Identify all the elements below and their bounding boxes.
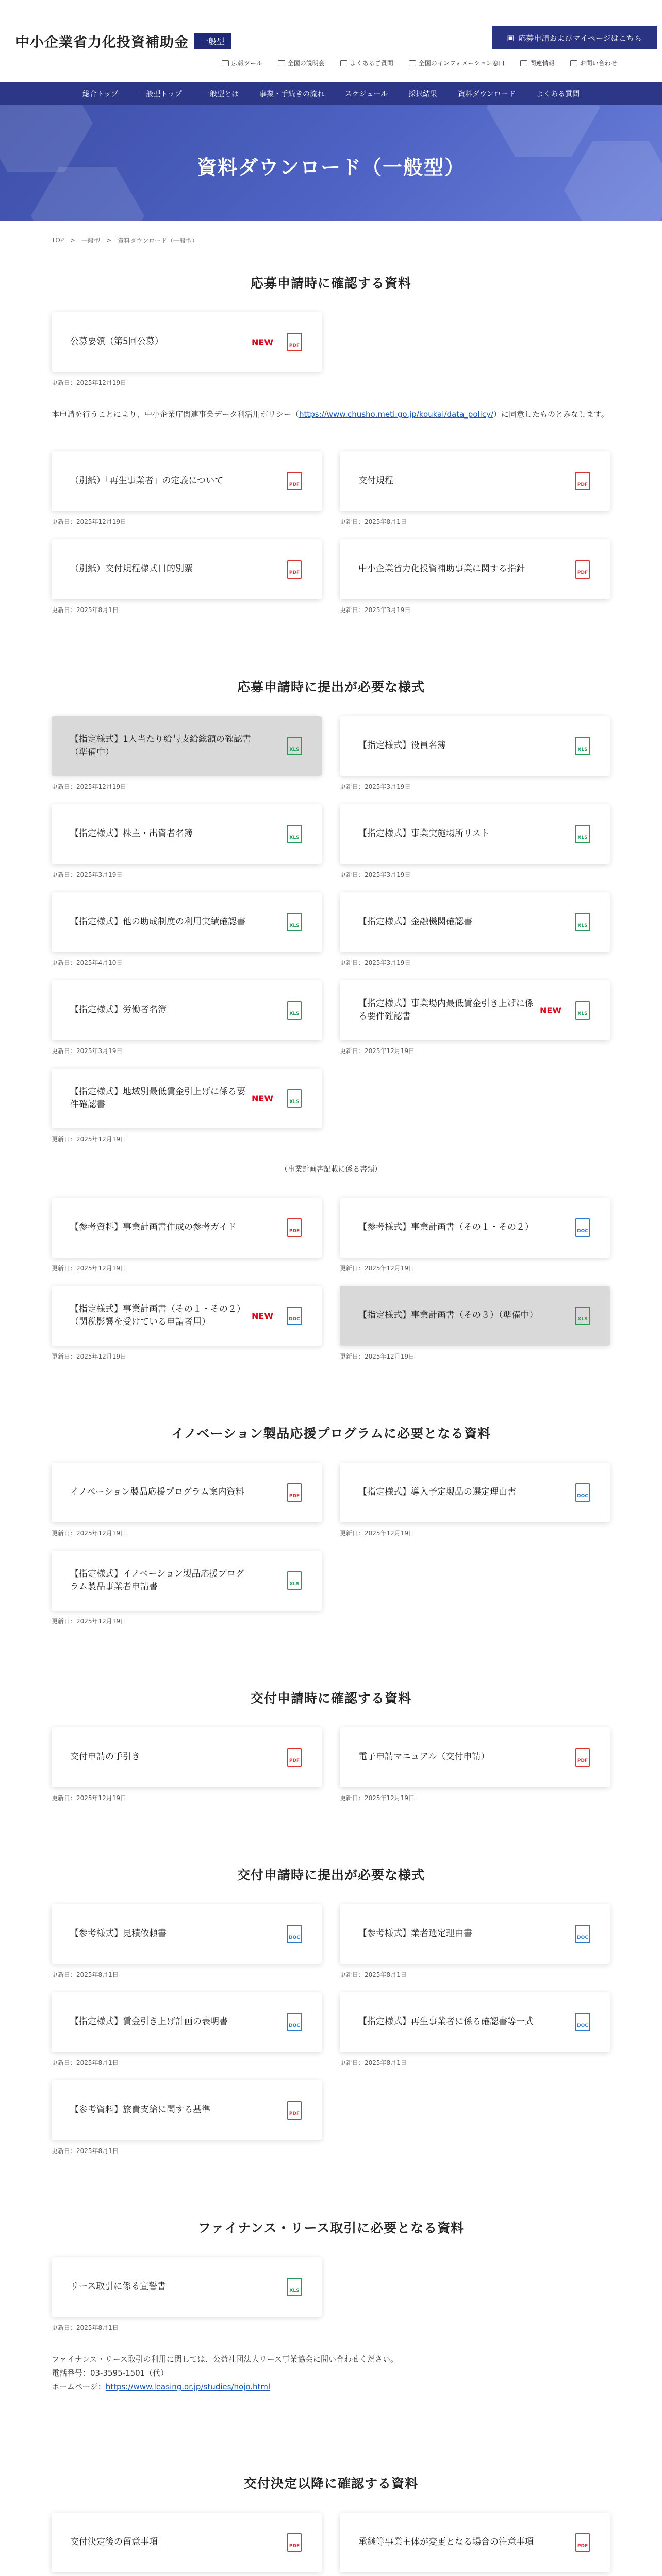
updated-date: 更新日：2025年12月19日 [52,1265,127,1272]
document-card[interactable] [52,312,322,372]
document-grid [52,2257,610,2345]
document-item [52,2257,322,2332]
section-title: 交付決定以降に確認する資料 [243,2476,418,2491]
document-title: （別紙）交付規程様式目的別票 [70,564,193,574]
pdf-file-icon[interactable]: PDF [287,1218,302,1237]
nav-item[interactable]: 総合トップ [82,90,119,98]
document-item [52,716,322,791]
document-item [340,2513,610,2576]
document-card[interactable] [52,1463,322,1522]
doc-file-icon[interactable]: DOC [575,1925,590,1943]
xls-file-icon[interactable]: XLS [287,1571,302,1590]
document-title: （別紙）「再生事業者」の定義について [70,476,224,486]
doc-file-icon[interactable]: DOC [575,1218,590,1237]
updated-date: 更新日：2025年12月19日 [340,1047,415,1055]
note-text-end: ）に同意したものとみなします。 [493,410,609,419]
document-item [52,980,322,1055]
updated-date: 更新日：2025年3月19日 [340,783,411,790]
document-item [340,716,610,791]
new-badge: NEW [540,1005,561,1015]
document-card[interactable] [52,1198,322,1258]
document-item [52,892,322,967]
section-spacer [52,628,610,664]
document-item [52,1069,322,1143]
document-grid [52,716,610,1157]
document-title: 交付決定後の留意事項 [70,2537,158,2548]
document-card[interactable] [340,1198,610,1258]
updated-date: 更新日：2025年12月19日 [52,379,127,386]
updated-date: 更新日：2025年12月19日 [52,518,127,526]
utility-links [222,59,617,67]
document-item [340,892,610,967]
global-nav [0,82,662,105]
new-badge: NEW [252,1311,273,1321]
nav-item[interactable]: 一般型とは [203,90,239,98]
cta-label: 応募申請およびマイページはこちら [518,33,642,43]
document-title: 【参考資料】旅費支給に関する基準 [70,2105,210,2115]
section-spacer [52,2168,610,2205]
document-card[interactable] [52,1992,322,2052]
document-item [52,539,322,614]
updated-date: 更新日：2025年12月19日 [52,1794,127,1802]
document-grid [52,1463,610,1639]
document-item [52,2513,322,2576]
section-spacer [52,1639,610,1675]
document-card[interactable] [52,1286,322,1346]
document-title: 【参考様式】見積依頼書 [70,1928,167,1939]
section-title: イノベーション製品応援プログラムに必要となる資料 [171,1426,491,1441]
document-title: リース取引に係る宣誓書 [70,2281,167,2292]
document-title: 交付申請の手引き [70,1752,140,1762]
pdf-file-icon[interactable]: PDF [287,2533,302,2552]
document-icon: ▣ [507,33,515,42]
document-card[interactable] [340,1992,610,2052]
nav-item[interactable]: スケジュール [345,90,388,98]
document-item [52,2080,322,2155]
pdf-file-icon[interactable]: PDF [287,472,302,490]
doc-file-icon[interactable]: DOC [287,1307,302,1325]
xls-file-icon[interactable]: XLS [575,1307,590,1325]
updated-date: 更新日：2025年3月19日 [340,871,411,878]
document-grid [52,451,610,628]
document-title: 【指定様式】1人当たり給与支給総額の確認書（準備中） [70,734,251,757]
xls-file-icon[interactable]: XLS [575,825,590,843]
pdf-file-icon[interactable]: PDF [287,2101,302,2120]
nav-item[interactable]: 事業・手続きの流れ [259,90,324,98]
pdf-file-icon[interactable]: PDF [287,560,302,579]
breadcrumb-item: 資料ダウンロード（一般型） [118,236,198,244]
section-title: 交付申請時に確認する資料 [250,1691,411,1706]
document-title: 【指定様式】金融機関確認書 [358,917,472,927]
document-title: 【指定様式】労働者名簿 [70,1005,167,1015]
xls-file-icon[interactable]: XLS [575,1001,590,1020]
doc-file-icon[interactable]: DOC [575,2013,590,2031]
utility-icon [520,60,527,66]
document-title: 交付規程 [358,476,393,486]
document-title: 【指定様式】イノベーション製品応援プログラム製品事業者申請書 [70,1568,244,1592]
document-grid [52,2513,610,2576]
section-title: 交付申請時に提出が必要な様式 [237,1868,425,1883]
page-title: 資料ダウンロード（一般型） [196,156,465,179]
note-text: ファイナンス・リース取引の利用に関しては、公益社団法人リース事業協会に問い合わせください。 電話番号：03-3595-1501（代） ホームページ： [52,2354,399,2392]
policy-note [52,2352,610,2394]
document-item [52,312,322,387]
document-card[interactable] [52,804,322,864]
document-title: 【指定様式】他の助成制度の利用実績確認書 [70,917,245,927]
document-title: 公募要領（第5回公募） [70,336,163,347]
updated-date: 更新日：2025年8月1日 [52,2147,119,2155]
document-title: 電子申請マニュアル（交付申請） [358,1752,490,1762]
updated-date: 更新日：2025年8月1日 [52,2324,119,2331]
document-card[interactable] [52,1551,322,1611]
document-item [340,451,610,526]
document-grid [52,1904,610,2168]
document-title: 【指定様式】再生事業者に係る確認書等一式 [358,2016,534,2027]
hex-decoration [487,105,600,157]
note-text: 本申請を行うことにより、中小企業庁関連事業データ利活用ポリシー（ [52,410,300,419]
document-card[interactable] [52,892,322,952]
document-title: 【参考資料】事業計画書作成の参考ガイド [70,1222,237,1233]
nav-item[interactable]: 一般型トップ [139,90,182,98]
utility-link[interactable]: 全国の説明会 [278,59,325,67]
document-title: イノベーション製品応援プログラム案内資料 [70,1487,244,1498]
updated-date: 更新日：2025年12月19日 [340,1794,415,1802]
nav-item[interactable]: 採択結果 [408,90,438,98]
pdf-file-icon[interactable]: PDF [575,560,590,579]
section-title: ファイナンス・リース取引に必要となる資料 [197,2221,465,2235]
type-badge: 一般型 [194,33,231,49]
section-spacer [52,2424,610,2460]
pdf-file-icon[interactable]: PDF [575,2533,590,2552]
section-title: 応募申請時に確認する資料 [250,276,411,291]
application-mypage-button[interactable] [492,26,657,49]
doc-file-icon[interactable]: DOC [287,1925,302,1943]
updated-date: 更新日：2025年8月1日 [340,1971,407,1978]
utility-icon [278,60,285,66]
xls-file-icon[interactable]: XLS [575,737,590,755]
document-card[interactable] [340,2513,610,2572]
document-item [52,1992,322,2067]
nav-item[interactable]: 資料ダウンロード [458,90,516,98]
document-item [340,1463,610,1537]
xls-file-icon[interactable]: XLS [287,737,302,755]
document-grid [52,1727,610,1816]
document-item [340,1198,610,1273]
site-header [0,0,662,82]
document-title: 承継等事業主体が変更となる場合の注意事項 [358,2537,534,2548]
document-title: 【指定様式】事業場内最低賃金引き上げに係る要件確認書 [358,998,534,1022]
document-title: 【参考様式】事業計画書（その１・その２） [358,1222,534,1233]
document-card[interactable] [52,716,322,776]
updated-date: 更新日：2025年3月19日 [340,959,411,967]
updated-date: 更新日：2025年12月19日 [52,1618,127,1625]
updated-date: 更新日：2025年4月10日 [52,959,123,967]
document-title: 【指定様式】役員名簿 [358,740,446,751]
updated-date: 更新日：2025年12月19日 [340,1353,415,1360]
document-item [52,1904,322,1979]
updated-date: 更新日：2025年8月1日 [340,518,407,526]
document-title: 【指定様式】地域別最低賃金引上げに係る要件確認書 [70,1086,245,1110]
xls-file-icon[interactable]: XLS [287,825,302,843]
nav-item[interactable]: よくある質問 [536,90,580,98]
document-card[interactable] [52,1069,322,1128]
document-title: 【指定様式】事業計画書（その１・その２）（関税影響を受けている申請者用） [70,1303,245,1327]
document-card[interactable] [340,804,610,864]
utility-link[interactable]: 広報ツール [222,59,262,67]
updated-date: 更新日：2025年8月1日 [52,606,119,614]
group-subheading: （事業計画書記載に係る書類） [280,1165,382,1174]
utility-link[interactable]: よくあるご質問 [340,59,393,67]
pdf-file-icon[interactable]: PDF [575,472,590,490]
document-title: 【指定様式】賃金引き上げ計画の表明書 [70,2016,228,2027]
document-card[interactable] [340,716,610,776]
site-logo[interactable] [15,31,231,51]
section-spacer [52,1816,610,1852]
document-item [52,1551,322,1625]
updated-date: 更新日：2025年12月19日 [340,1530,415,1537]
pdf-file-icon[interactable]: PDF [575,1748,590,1767]
doc-file-icon[interactable]: DOC [287,2013,302,2031]
document-card[interactable] [52,2257,322,2317]
breadcrumb [0,221,662,260]
updated-date: 更新日：2025年8月1日 [340,2059,407,2066]
updated-date: 更新日：2025年12月19日 [52,1530,127,1537]
document-item [340,1904,610,1979]
download-sections [52,273,610,2576]
document-card[interactable] [52,539,322,599]
document-card[interactable] [340,892,610,952]
breadcrumb-separator: > [70,236,76,244]
utility-icon [570,60,577,66]
document-grid [52,312,610,400]
site-title: 中小企業省力化投資補助金 [15,35,189,50]
doc-file-icon[interactable]: DOC [575,1483,590,1502]
document-item [340,1992,610,2067]
document-card[interactable] [340,1727,610,1787]
utility-icon [340,60,347,66]
document-card[interactable] [340,1904,610,1964]
document-card[interactable] [52,2513,322,2572]
updated-date: 更新日：2025年8月1日 [52,1971,119,1978]
utility-icon [222,60,229,66]
section-title: 応募申請時に提出が必要な様式 [237,680,425,694]
section-spacer [52,1374,610,1410]
document-item [52,1286,322,1361]
document-card[interactable] [340,1463,610,1522]
document-card[interactable] [340,1286,610,1346]
document-card[interactable] [52,451,322,511]
updated-date: 更新日：2025年3月19日 [52,871,123,878]
utility-link[interactable]: 全国のインフォメーション窓口 [409,59,505,67]
document-item [340,1286,610,1361]
document-card[interactable] [340,980,610,1040]
page-hero [0,105,662,221]
new-badge: NEW [252,337,273,347]
updated-date: 更新日：2025年8月1日 [52,2059,119,2066]
document-title: 中小企業省力化投資補助事業に関する指針 [358,564,525,574]
xls-file-icon[interactable]: XLS [287,1001,302,1020]
pdf-file-icon[interactable]: PDF [287,1748,302,1767]
document-item [52,1463,322,1537]
utility-link[interactable]: 関連情報 [520,59,555,67]
document-grid [52,1198,610,1374]
document-item [340,980,610,1055]
document-item [52,451,322,526]
document-title: 【指定様式】導入予定製品の選定理由書 [358,1487,516,1498]
updated-date: 更新日：2025年12月19日 [52,1353,127,1360]
document-card[interactable] [340,451,610,511]
document-item [340,1727,610,1802]
note-link[interactable]: https://www.leasing.or.jp/studies/hojo.html [105,2382,271,2392]
document-card[interactable] [52,2080,322,2140]
new-badge: NEW [252,1093,273,1104]
pdf-file-icon[interactable]: PDF [287,1483,302,1502]
pdf-file-icon[interactable]: PDF [287,333,302,351]
document-item [52,1727,322,1802]
policy-note [52,408,610,421]
xls-file-icon[interactable]: XLS [287,2278,302,2296]
document-title: 【参考様式】業者選定理由書 [358,1928,472,1939]
document-title: 【指定様式】株主・出資者名簿 [70,828,193,839]
note-link[interactable]: https://www.chusho.meti.go.jp/koukai/data_policy/ [299,410,494,419]
utility-link[interactable]: お問い合わせ [570,59,617,67]
breadcrumb-item[interactable]: TOP [52,236,64,244]
document-card[interactable] [52,980,322,1040]
updated-date: 更新日：2025年12月19日 [52,783,127,790]
document-card[interactable] [52,1727,322,1787]
breadcrumb-separator: > [106,236,112,244]
updated-date: 更新日：2025年3月19日 [52,1047,123,1055]
breadcrumb-item[interactable]: 一般型 [81,236,101,244]
document-card[interactable] [340,539,610,599]
document-item [340,804,610,879]
xls-file-icon[interactable]: XLS [287,913,302,931]
updated-date: 更新日：2025年3月19日 [340,606,411,614]
xls-file-icon[interactable]: XLS [575,913,590,931]
document-item [52,1198,322,1273]
updated-date: 更新日：2025年12月19日 [340,1265,415,1272]
document-title: 【指定様式】事業計画書（その３）（準備中） [358,1310,538,1321]
utility-icon [409,60,416,66]
xls-file-icon[interactable]: XLS [287,1089,302,1108]
updated-date: 更新日：2025年12月19日 [52,1136,127,1143]
document-item [52,804,322,879]
document-card[interactable] [52,1904,322,1964]
document-item [340,539,610,614]
document-title: 【指定様式】事業実施場所リスト [358,828,490,839]
